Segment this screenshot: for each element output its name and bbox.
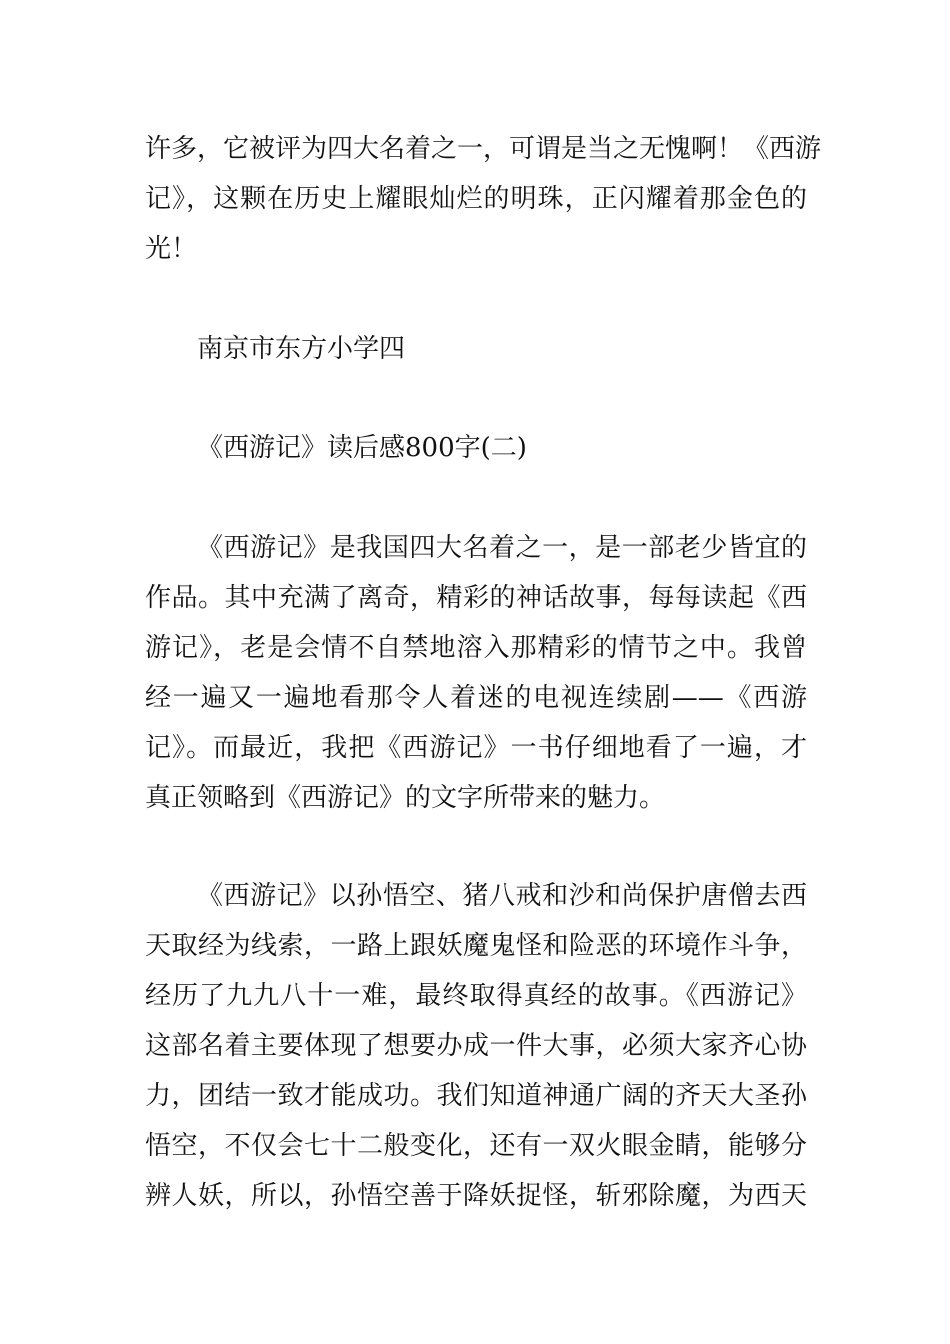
paragraph-3-line-3: 经历了九九八十一难，最终取得真经的故事。《西游记》 xyxy=(145,981,807,1011)
paragraph-2-line-6: 真正领略到《西游记》的文字所带来的魅力。 xyxy=(145,783,666,813)
paragraph-2-line-3: 游记》，老是会情不自禁地溶入那精彩的情节之中。我曾 xyxy=(145,633,807,663)
paragraph-3-line-2: 天取经为线索，一路上跟妖魔鬼怪和险恶的环境作斗争， xyxy=(145,931,807,961)
paragraph-3-line-1: 《西游记》以孙悟空、猪八戒和沙和尚保护唐僧去西 xyxy=(197,881,807,911)
paragraph-2-line-4: 经一遍又一遍地看那令人着迷的电视连续剧——《西游 xyxy=(145,683,807,713)
paragraph-1-line-1: 许多，它被评为四大名着之一，可谓是当之无愧啊！《西游 xyxy=(145,134,822,164)
paragraph-3-line-4: 这部名着主要体现了想要办成一件大事，必须大家齐心协 xyxy=(145,1031,807,1061)
paragraph-1-line-2: 记》，这颗在历史上耀眼灿烂的明珠，正闪耀着那金色的 xyxy=(145,184,807,214)
paragraph-1-line-3: 光！ xyxy=(145,234,198,264)
paragraph-3-line-5: 力，团结一致才能成功。我们知道神通广阔的齐天大圣孙 xyxy=(145,1081,807,1111)
paragraph-2-line-5: 记》。而最近，我把《西游记》一书仔细地看了一遍，才 xyxy=(145,733,807,763)
paragraph-2-line-1: 《西游记》是我国四大名着之一，是一部老少皆宜的 xyxy=(197,533,807,563)
essay-subtitle: 《西游记》读后感800字(二) xyxy=(197,433,527,463)
paragraph-2-line-2: 作品。其中充满了离奇，精彩的神话故事，每每读起《西 xyxy=(145,583,807,613)
paragraph-3-line-6: 悟空，不仅会七十二般变化，还有一双火眼金睛，能够分 xyxy=(145,1131,807,1161)
paragraph-3-line-7: 辨人妖，所以，孙悟空善于降妖捉怪，斩邪除魔，为西天 xyxy=(145,1181,807,1211)
school-line: 南京市东方小学四 xyxy=(197,334,406,364)
